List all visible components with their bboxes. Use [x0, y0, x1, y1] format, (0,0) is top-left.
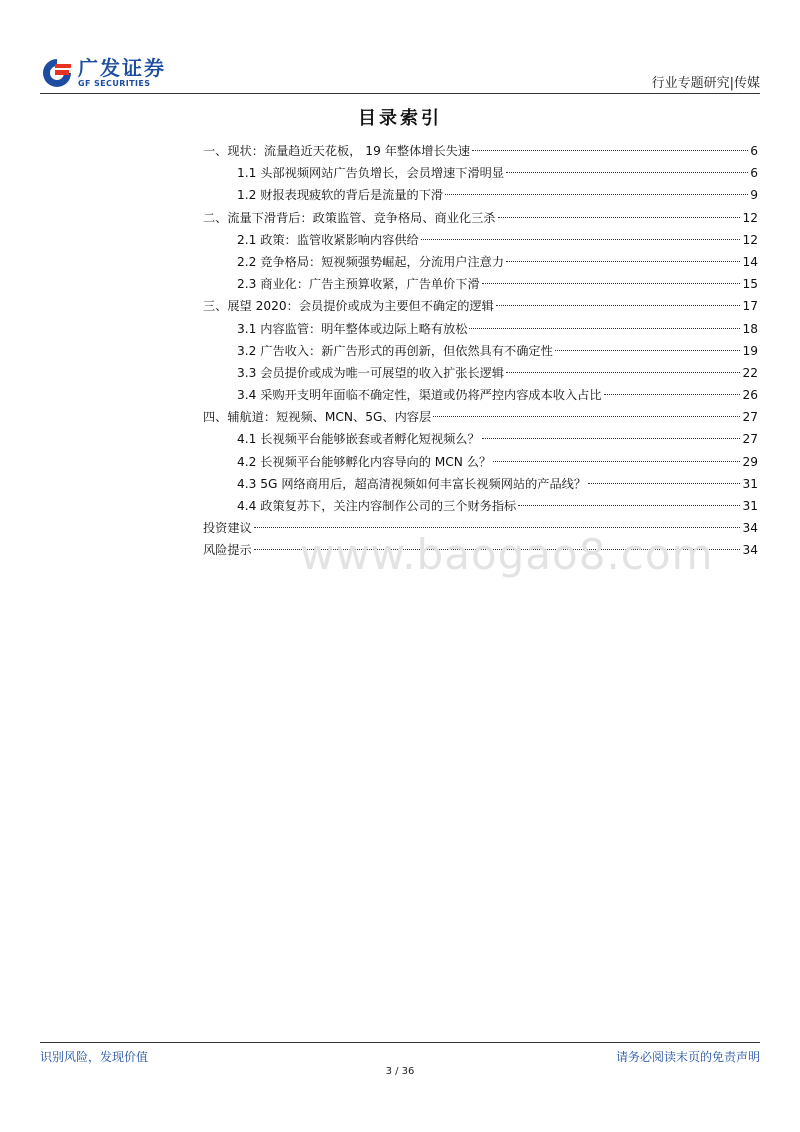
toc-entry-title: 3.1 内容监管：明年整体或边际上略有放松 [237, 321, 468, 336]
toc-entry-title: 2.1 政策：监管收紧影响内容供给 [237, 232, 419, 247]
toc-entry-page: 27 [742, 432, 758, 447]
toc-entry-title: 4.2 长视频平台能够孵化内容导向的 MCN 么？ [237, 454, 492, 469]
toc-entry[interactable] [203, 162, 758, 184]
toc-entry-title: 4.3 5G 网络商用后，超高清视频如何丰富长视频网站的产品线？ [237, 476, 587, 491]
toc-dot-leader [493, 461, 740, 462]
toc-title: 目录索引 [358, 108, 442, 129]
toc-entry-title: 3.3 会员提价或成为唯一可展望的收入扩张长逻辑 [237, 365, 505, 380]
toc-entry[interactable] [203, 251, 758, 273]
toc-entry[interactable] [203, 273, 758, 295]
toc-entry-title: 1.2 财报表现疲软的背后是流量的下滑 [237, 188, 444, 203]
toc-entry-page: 15 [742, 277, 758, 292]
toc-dot-leader [604, 394, 741, 395]
toc-dot-leader [588, 483, 740, 484]
footer-disclaimer-note: 请务必阅读末页的免责声明 [615, 1050, 760, 1064]
table-of-contents [203, 140, 758, 562]
toc-entry-page: 27 [742, 410, 758, 425]
toc-entry-page: 6 [750, 166, 758, 181]
toc-entry[interactable] [203, 495, 758, 517]
toc-entry[interactable] [203, 340, 758, 362]
toc-entry[interactable] [203, 362, 758, 384]
toc-entry[interactable] [203, 207, 758, 229]
toc-dot-leader [472, 150, 748, 151]
watermark: www.baogao8.com [300, 530, 714, 579]
toc-dot-leader [506, 372, 740, 373]
toc-entry-page: 34 [742, 543, 758, 558]
toc-entry[interactable] [203, 451, 758, 473]
toc-entry-page: 31 [742, 499, 758, 513]
toc-entry-page: 26 [742, 388, 758, 403]
toc-entry-title: 四、辅航道：短视频、MCN、5G、内容层 [203, 410, 432, 425]
toc-entry-page: 19 [742, 343, 758, 358]
toc-dot-leader [498, 217, 741, 218]
toc-entry-page: 9 [750, 188, 758, 203]
toc-entry-title: 二、流量下滑背后：政策监管、竞争格局、商业化三杀 [203, 210, 496, 225]
toc-entry-title: 三、展望 2020：会员提价或成为主要但不确定的逻辑 [203, 299, 494, 314]
toc-entry-title: 1.1 头部视频网站广告负增长，会员增速下滑明显 [237, 166, 505, 181]
toc-entry-page: 22 [742, 365, 758, 380]
toc-entry[interactable] [203, 140, 758, 162]
toc-entry-title: 投资建议 [203, 521, 252, 536]
footer-slogan: 识别风险，发现价值 [40, 1050, 149, 1064]
toc-entry-page: 14 [742, 254, 758, 269]
toc-entry[interactable] [203, 473, 758, 495]
report-category: 行业专题研究|传媒 [651, 76, 760, 91]
footer-divider [40, 1042, 760, 1043]
logo-chinese-name: 广发证券 [78, 56, 166, 80]
toc-entry-title: 4.1 长视频平台能够嵌套或者孵化短视频么？ [237, 432, 480, 447]
toc-entry[interactable] [203, 406, 758, 428]
toc-entry-title: 2.3 商业化：广告主预算收紧，广告单价下滑 [237, 277, 480, 292]
toc-entry-title: 3.2 广告收入：新广告形式的再创新，但依然具有不确定性 [237, 343, 553, 358]
toc-entry[interactable] [203, 229, 758, 251]
toc-entry-title: 2.2 竞争格局：短视频强势崛起，分流用户注意力 [237, 254, 505, 269]
page-number: 3 / 36 [385, 1066, 415, 1077]
company-logo [40, 56, 166, 90]
toc-dot-leader [506, 261, 740, 262]
toc-entry[interactable] [203, 384, 758, 406]
toc-entry[interactable] [203, 295, 758, 317]
toc-entry-page: 6 [750, 144, 758, 158]
toc-entry-page: 31 [742, 476, 758, 491]
toc-entry-page: 29 [742, 454, 758, 469]
toc-entry-page: 34 [742, 521, 758, 536]
toc-dot-leader [445, 194, 748, 195]
logo-english-name: GF SECURITIES [78, 79, 151, 88]
toc-dot-leader [482, 438, 741, 439]
toc-entry-page: 17 [742, 299, 758, 314]
header-divider [40, 93, 760, 94]
toc-entry-title: 3.4 采购开支明年面临不确定性，渠道或仍将严控内容成本收入占比 [237, 388, 602, 403]
toc-dot-leader [482, 283, 741, 284]
toc-entry-title: 风险提示 [203, 543, 252, 558]
toc-dot-leader [433, 416, 740, 417]
toc-entry-title: 一、现状：流量趋近天花板， 19 年整体增长失速 [203, 144, 471, 158]
toc-dot-leader [254, 527, 741, 528]
gf-logo-icon [40, 56, 74, 90]
toc-entry-page: 12 [742, 232, 758, 247]
page-header [40, 50, 760, 94]
toc-dot-leader [506, 172, 748, 173]
toc-dot-leader [555, 350, 741, 351]
toc-entry-page: 12 [742, 210, 758, 225]
toc-entry[interactable] [203, 184, 758, 206]
toc-entry-page: 18 [742, 321, 758, 336]
toc-dot-leader [496, 305, 741, 306]
toc-entry[interactable] [203, 318, 758, 340]
toc-dot-leader [469, 328, 740, 329]
toc-dot-leader [518, 505, 740, 506]
toc-entry-title: 4.4 政策复苏下，关注内容制作公司的三个财务指标 [237, 499, 517, 513]
toc-dot-leader [421, 239, 741, 240]
logo-text [78, 57, 166, 89]
toc-entry[interactable] [203, 428, 758, 450]
